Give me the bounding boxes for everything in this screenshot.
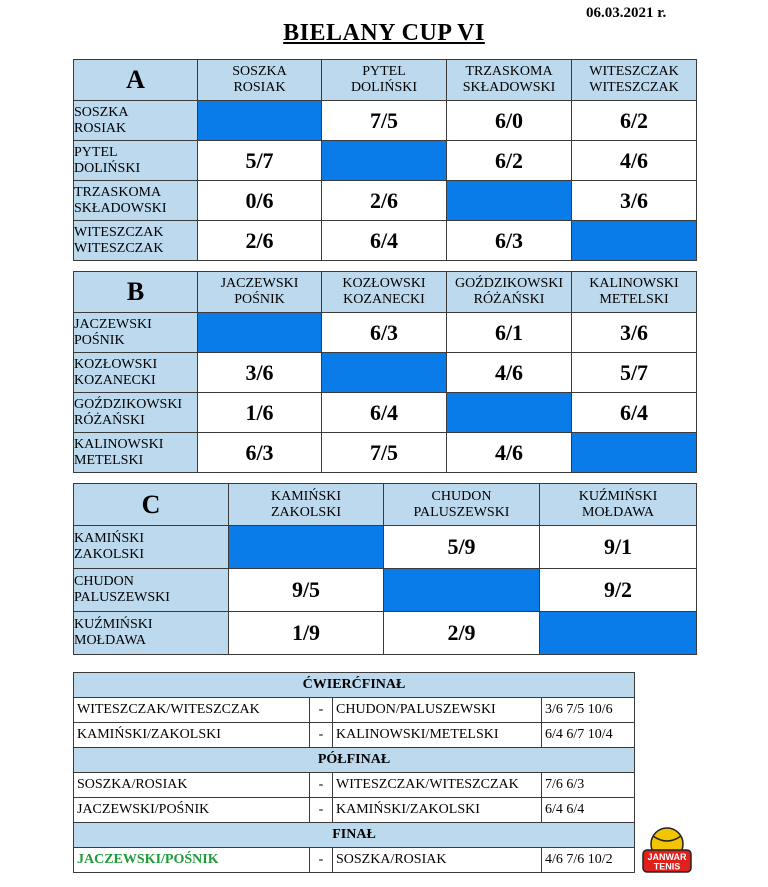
group-a-row-header [74, 141, 198, 181]
score-cell: 9/2 [540, 569, 697, 612]
match-team-left: JACZEWSKI/POŚNIK [74, 798, 310, 823]
group-c-row [74, 526, 697, 569]
score-cell: 7/5 [322, 433, 447, 473]
match-team-right: CHUDON/PALUSZEWSKI [333, 698, 542, 723]
score-cell: 4/6 [447, 353, 572, 393]
match-score: 4/6 7/6 10/2 [542, 848, 635, 873]
group-b-row [74, 393, 697, 433]
score-cell: 3/6 [572, 313, 697, 353]
score-cell: 3/6 [572, 181, 697, 221]
group-c-column-header [229, 484, 384, 526]
score-cell: 6/4 [572, 393, 697, 433]
group-b-letter: B [74, 272, 198, 313]
group-a-table [73, 59, 697, 261]
team-name-line: PALUSZEWSKI [74, 590, 170, 605]
team-name-line: DOLIŃSKI [350, 80, 418, 95]
team-name-line: SKŁADOWSKI [74, 200, 167, 216]
team-name-line: PYTEL [362, 64, 406, 79]
group-c-letter: C [74, 484, 229, 526]
self-match-cell [572, 221, 697, 261]
match-separator: - [310, 723, 333, 748]
match-team-right: KAMIŃSKI/ZAKOLSKI [333, 798, 542, 823]
score-cell: 9/5 [229, 569, 384, 612]
team-name-line: TRZASKOMA [465, 64, 553, 79]
self-match-cell [229, 526, 384, 569]
team-name-line: JACZEWSKI [220, 276, 299, 291]
self-match-cell [198, 101, 322, 141]
logo-text-line2: TENIS [653, 861, 681, 872]
group-c-column-header [384, 484, 540, 526]
score-cell: 5/7 [572, 353, 697, 393]
group-b-header-row [74, 272, 697, 313]
stage-title: FINAŁ [74, 823, 635, 848]
team-name-line: TRZASKOMA [74, 184, 162, 200]
team-name-line: JACZEWSKI [74, 316, 152, 332]
team-name-line: WITESZCZAK [74, 224, 164, 240]
match-row [74, 698, 635, 723]
match-team-right: WITESZCZAK/WITESZCZAK [333, 773, 542, 798]
team-name-line: ZAKOLSKI [74, 547, 144, 562]
match-score: 6/4 6/7 10/4 [542, 723, 635, 748]
group-c-row-header [74, 526, 229, 569]
stage-header-row [74, 748, 635, 773]
team-name-line: KOZANECKI [74, 372, 156, 388]
score-cell: 5/9 [384, 526, 540, 569]
team-name-line: KUŹMIŃSKI [578, 488, 658, 504]
logo-text-line1: JANWAR [647, 852, 687, 862]
team-name-line: CHUDON [431, 488, 492, 504]
match-separator: - [310, 773, 333, 798]
group-c-row-header [74, 569, 229, 612]
self-match-cell [540, 612, 697, 655]
team-name-line: ZAKOLSKI [271, 504, 341, 520]
match-score: 6/4 6/4 [542, 798, 635, 823]
group-a-column-header [198, 60, 322, 101]
group-a-row [74, 221, 697, 261]
event-date: 06.03.2021 r. [586, 5, 667, 21]
team-name-line: ROSIAK [74, 120, 127, 136]
group-c-row [74, 612, 697, 655]
self-match-cell [447, 393, 572, 433]
score-cell: 6/2 [447, 141, 572, 181]
team-name-line: DOLIŃSKI [74, 160, 141, 176]
group-b-column-header [447, 272, 572, 313]
group-a-row [74, 181, 697, 221]
match-row [74, 723, 635, 748]
group-b-row [74, 353, 697, 393]
group-a-letter: A [74, 60, 198, 101]
match-row [74, 798, 635, 823]
group-b-row-header [74, 393, 198, 433]
group-a-header-row [74, 60, 697, 101]
group-a-row-header [74, 181, 198, 221]
stage-title: ĆWIERĆFINAŁ [74, 673, 635, 698]
self-match-cell [572, 433, 697, 473]
score-cell: 2/6 [198, 221, 322, 261]
score-cell: 6/4 [322, 221, 447, 261]
score-cell: 2/6 [322, 181, 447, 221]
self-match-cell [322, 141, 447, 181]
knockout-table [73, 672, 635, 873]
self-match-cell [322, 353, 447, 393]
self-match-cell [198, 313, 322, 353]
match-team-left: JACZEWSKI/POŚNIK [74, 848, 310, 873]
match-score: 7/6 6/3 [542, 773, 635, 798]
team-name-line: METELSKI [74, 452, 144, 468]
match-row [74, 848, 635, 873]
match-row [74, 773, 635, 798]
team-name-line: KAMIŃSKI [74, 531, 144, 546]
score-cell: 0/6 [198, 181, 322, 221]
score-cell: 6/1 [447, 313, 572, 353]
group-b-row [74, 433, 697, 473]
score-cell: 7/5 [322, 101, 447, 141]
score-cell: 3/6 [198, 353, 322, 393]
group-a-column-header [322, 60, 447, 101]
score-cell: 2/9 [384, 612, 540, 655]
group-c-row [74, 569, 697, 612]
group-a-row-header [74, 101, 198, 141]
team-name-line: GOŹDZIKOWSKI [454, 276, 564, 291]
score-cell: 6/3 [447, 221, 572, 261]
group-a-column-header [572, 60, 697, 101]
score-cell: 4/6 [447, 433, 572, 473]
team-name-line: KOZŁOWSKI [342, 276, 426, 291]
team-name-line: SKŁADOWSKI [462, 80, 556, 95]
team-name-line: KOZANECKI [343, 292, 425, 307]
stage-header-row [74, 823, 635, 848]
group-b-row-header [74, 313, 198, 353]
match-separator: - [310, 848, 333, 873]
group-b-row-header [74, 353, 198, 393]
team-name-line: WITESZCZAK [74, 240, 164, 256]
team-name-line: PYTEL [74, 144, 118, 160]
group-b-column-header [322, 272, 447, 313]
group-b-table [73, 271, 697, 473]
match-team-right: SOSZKA/ROSIAK [333, 848, 542, 873]
team-name-line: SOSZKA [74, 104, 129, 120]
stage-title: PÓŁFINAŁ [74, 748, 635, 773]
stage-header-row [74, 673, 635, 698]
group-b-row-header [74, 433, 198, 473]
team-name-line: KUŹMIŃSKI [74, 617, 153, 632]
self-match-cell [447, 181, 572, 221]
team-name-line: GOŹDZIKOWSKI [74, 396, 183, 412]
team-name-line: WITESZCZAK [589, 80, 679, 95]
match-separator: - [310, 698, 333, 723]
team-name-line: RÓŻAŃSKI [473, 292, 545, 307]
team-name-line: KALINOWSKI [74, 436, 164, 452]
score-cell: 6/0 [447, 101, 572, 141]
team-name-line: ROSIAK [233, 80, 286, 95]
team-name-line: PALUSZEWSKI [413, 504, 510, 520]
match-team-right: KALINOWSKI/METELSKI [333, 723, 542, 748]
team-name-line: WITESZCZAK [589, 64, 679, 79]
team-name-line: MOŁDAWA [74, 633, 146, 648]
score-cell: 4/6 [572, 141, 697, 181]
group-b-row [74, 313, 697, 353]
score-cell: 6/3 [322, 313, 447, 353]
match-score: 3/6 7/5 10/6 [542, 698, 635, 723]
team-name-line: RÓŻAŃSKI [74, 412, 145, 428]
team-name-line: CHUDON [74, 574, 134, 589]
group-c-column-header [540, 484, 697, 526]
team-name-line: POŚNIK [234, 292, 285, 307]
group-c-table [73, 483, 697, 655]
team-name-line: SOSZKA [232, 64, 287, 79]
score-cell: 6/4 [322, 393, 447, 433]
team-name-line: MOŁDAWA [582, 504, 654, 520]
group-c-row-header [74, 612, 229, 655]
group-a-row-header [74, 221, 198, 261]
group-a-column-header [447, 60, 572, 101]
team-name-line: METELSKI [599, 292, 669, 307]
group-a-row [74, 101, 697, 141]
match-team-left: SOSZKA/ROSIAK [74, 773, 310, 798]
group-b-column-header [198, 272, 322, 313]
team-name-line: POŚNIK [74, 332, 125, 348]
team-name-line: KALINOWSKI [589, 276, 679, 291]
team-name-line: KOZŁOWSKI [74, 356, 158, 372]
self-match-cell [384, 569, 540, 612]
score-cell: 6/3 [198, 433, 322, 473]
group-a-row [74, 141, 697, 181]
match-separator: - [310, 798, 333, 823]
team-name-line: KAMIŃSKI [271, 488, 341, 504]
score-cell: 9/1 [540, 526, 697, 569]
janwar-tenis-logo [639, 826, 695, 876]
score-cell: 5/7 [198, 141, 322, 181]
score-cell: 1/9 [229, 612, 384, 655]
group-c-header-row [74, 484, 697, 526]
match-team-left: WITESZCZAK/WITESZCZAK [74, 698, 310, 723]
score-cell: 1/6 [198, 393, 322, 433]
match-team-left: KAMIŃSKI/ZAKOLSKI [74, 723, 310, 748]
page-title: BIELANY CUP VI [283, 20, 485, 46]
score-cell: 6/2 [572, 101, 697, 141]
group-b-column-header [572, 272, 697, 313]
